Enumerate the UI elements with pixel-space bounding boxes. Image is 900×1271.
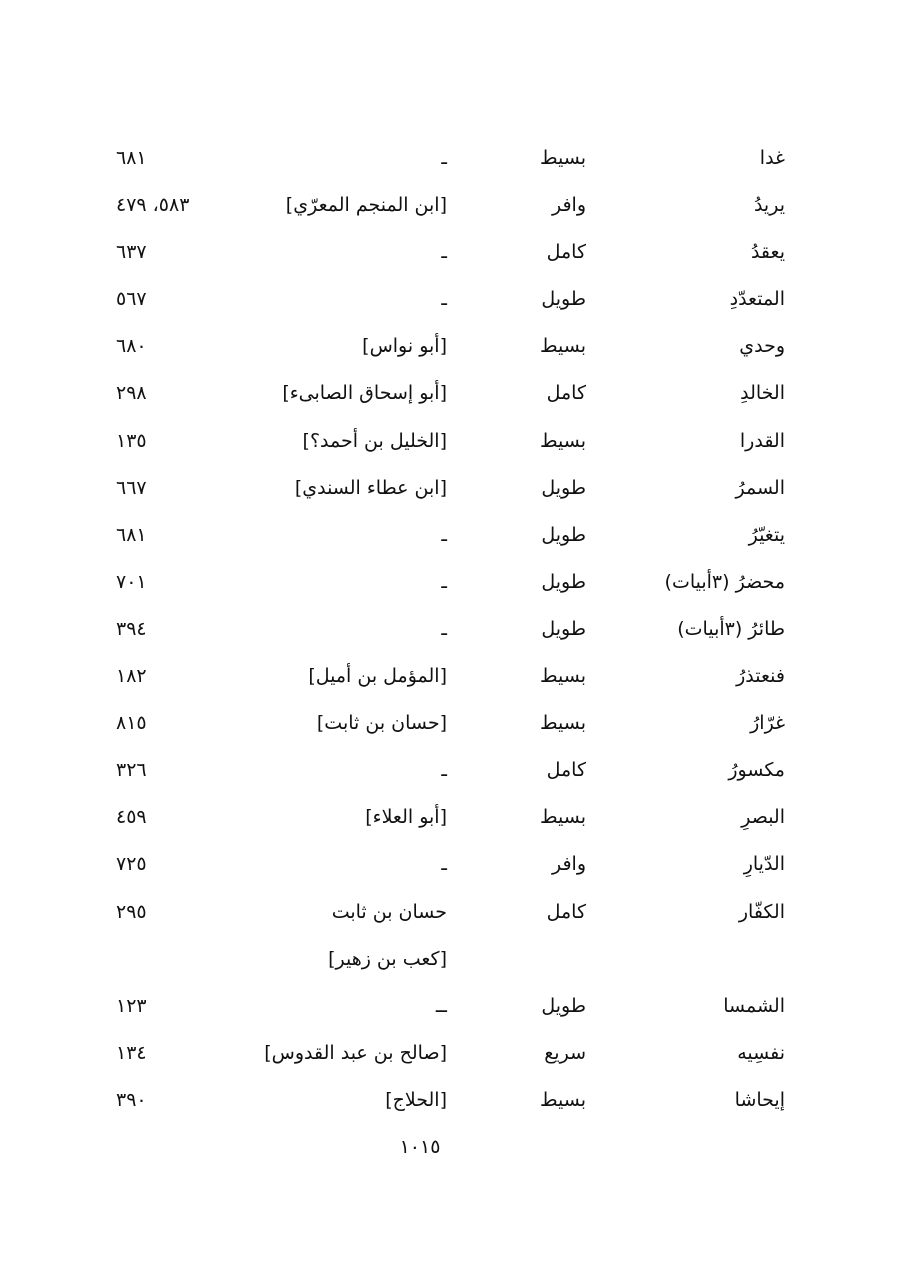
table-row [0,653,900,700]
page-references: ٧٠١ [116,570,147,593]
page-references: ٦٣٧ [116,241,147,264]
table-row [0,606,900,653]
page-references: ٦٦٧ [116,476,147,499]
table-row [0,370,900,417]
rhyme-word: الشمسا [723,994,785,1017]
rhyme-word: السمرُ [735,476,785,499]
meter-name: بسيط [539,147,586,169]
poet-name: ـ [441,759,447,782]
poet-name: [الحلاج] [385,1088,447,1111]
meter-name: كامل [546,241,586,264]
table-row [0,182,900,229]
table-row [0,1030,900,1077]
rhyme-word: البصرِ [741,806,785,829]
poet-name: [أبو إسحاق الصابىء] [282,382,447,405]
rhyme-word: نفسِيه [737,1041,785,1064]
meter-name: كامل [546,382,586,405]
table-row [0,747,900,794]
page-references [100,936,230,983]
table-row [0,841,900,888]
poet-name: ـ [441,147,447,169]
meter-name [520,936,586,983]
meter-name: طويل [541,570,586,593]
table-row [0,135,900,182]
table-row [0,229,900,276]
rhyme-word: الدّيارِ [743,853,785,876]
table-row [0,983,900,1030]
rhyme-word: محضرُ (٣أبيات) [664,570,785,593]
poet-name: [ابن المنجم المعرّي] [285,194,447,217]
page-references: ٦٨١ [116,523,147,546]
poet-name: ـ [441,523,447,546]
meter-name: طويل [541,476,586,499]
meter-name: طويل [541,288,586,311]
table-row [0,559,900,606]
rhyme-word: غدا [759,147,785,169]
poet-name: [المؤمل بن أميل] [308,665,447,688]
page-references: ١٢٣ [116,994,147,1017]
rhyme-word: وحدي [739,335,785,358]
table-row [0,1077,900,1124]
poet-name: ـ [441,288,447,311]
rhyme-word: القدرا [739,429,785,452]
poet-name: حسان بن ثابت [331,900,447,923]
table-row [0,700,900,747]
rhyme-word: إيحاشا [734,1088,785,1111]
table-row [0,276,900,323]
table-row [0,465,900,512]
meter-name: سريع [544,1041,586,1064]
poet-name: ـ [441,241,447,264]
table-row [0,323,900,370]
poet-name: ـ [441,853,447,876]
poet-name: [الخليل بن أحمد؟] [302,429,447,452]
page-references: ٥٨٣، ٤٧٩ [116,194,190,217]
page-references: ٥٦٧ [116,288,147,311]
meter-name: بسيط [539,335,586,358]
page-references: ١٣٥ [116,429,147,452]
rhyme-word: المتعدّدِ [729,288,785,311]
table-row [0,512,900,559]
page-references: ٤٥٩ [116,806,147,829]
page-number: ١٠١٥ [399,1136,441,1158]
meter-name: كامل [546,900,586,923]
table-row [0,418,900,465]
page-references: ٦٨٠ [116,335,147,358]
meter-name: طويل [541,617,586,640]
page-references: ٦٨١ [116,147,147,169]
page-references: ١٣٤ [116,1041,147,1064]
rhyme-word: يتغيّرُ [748,523,785,546]
poet-name: [أبو نواس] [362,335,447,358]
rhyme-word: يريدُ [753,194,785,217]
rhyme-word: يعقدُ [750,241,785,264]
meter-name: طويل [541,994,586,1017]
page-references: ٢٩٨ [116,382,147,405]
meter-name: بسيط [539,806,586,829]
poet-name: [صالح بن عبد القدوس] [264,1041,447,1064]
rhyme-index-table [0,135,900,1124]
poet-name: ـ [441,617,447,640]
table-row [0,936,900,983]
rhyme-word: فنعتذرُ [736,665,785,688]
page-references: ٣٩٤ [116,617,147,640]
poet-name: [أبو العلاء] [365,806,447,829]
rhyme-word: طائرُ (٣أبيات) [677,617,785,640]
rhyme-word: مكسورُ [728,759,785,782]
meter-name: بسيط [539,712,586,735]
poet-name: ــ [435,994,447,1017]
meter-name: وافر [551,853,586,876]
rhyme-word: غرّارُ [750,712,785,735]
rhyme-word: الخالدِ [740,382,785,405]
poet-name: [ابن عطاء السندي] [294,476,447,499]
page-references: ٧٢٥ [116,853,147,876]
poet-name: ـ [441,570,447,593]
page-references: ٨١٥ [116,712,147,735]
table-row [0,794,900,841]
table-row [0,889,900,936]
rhyme-word: الكفّار [738,900,785,923]
meter-name: بسيط [539,665,586,688]
meter-name: كامل [546,759,586,782]
meter-name: وافر [551,194,586,217]
page-references: ٣٢٦ [116,759,147,782]
meter-name: طويل [541,523,586,546]
page-references: ٣٩٠ [116,1088,147,1111]
meter-name: بسيط [539,429,586,452]
poet-name: [حسان بن ثابت] [316,712,447,735]
page-references: ٢٩٥ [116,900,147,923]
page-references: ١٨٢ [116,665,147,688]
poet-name: [كعب بن زهير] [328,947,447,970]
meter-name: بسيط [539,1088,586,1111]
